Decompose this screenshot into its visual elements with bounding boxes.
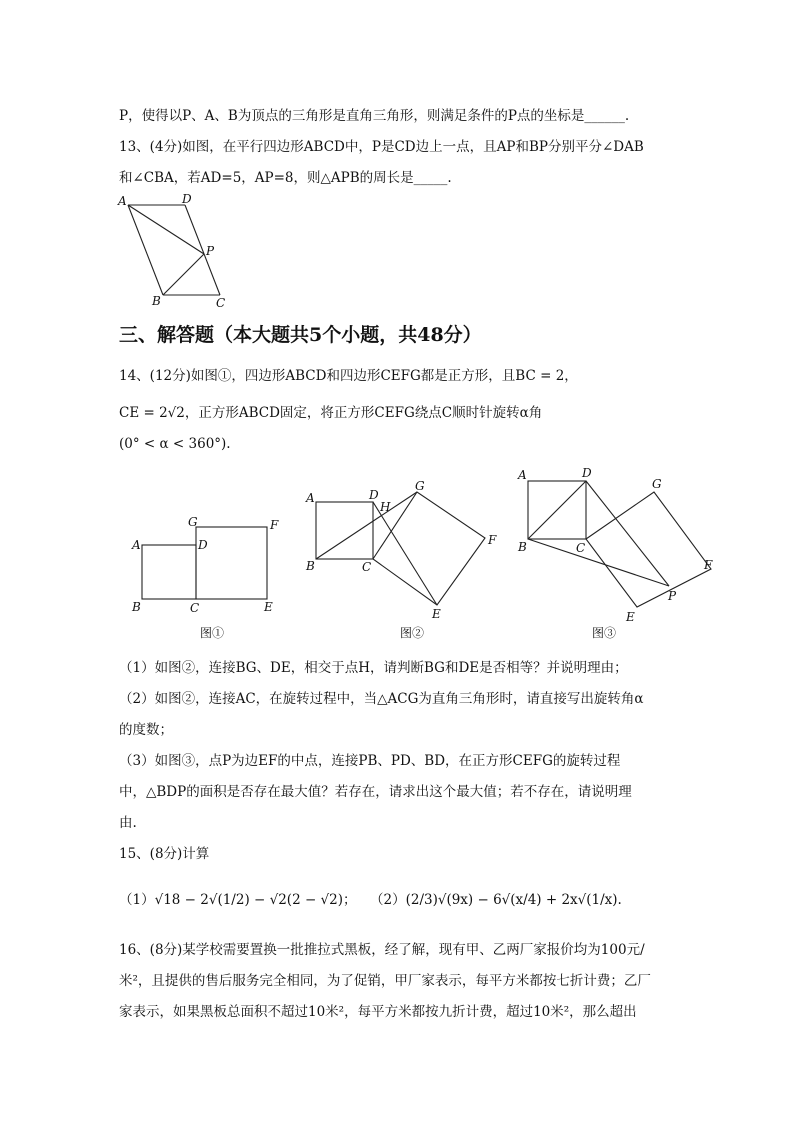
label-P: P: [206, 244, 215, 258]
question-16-line1: 16、(8分)某学校需要置换一批推拉式黑板，经了解，现有甲、乙两厂家报价均为100元/: [119, 942, 645, 958]
question-16-line2: 米²，且提供的售后服务完全相同，为了促销，甲厂家表示，每平方米都按七折计费；乙厂: [119, 973, 651, 989]
label-A: A: [132, 538, 141, 552]
question-14-part1: （1）如图②，连接BG、DE，相交于点H，请判断BG和DE是否相等？并说明理由；: [119, 660, 628, 676]
label-H: H: [380, 500, 391, 514]
figure-q13-parallelogram: [118, 192, 228, 310]
label-D: D: [582, 466, 592, 480]
label-G: G: [415, 479, 425, 493]
question-14-part2-line1: （2）如图②，连接AC，在旋转过程中，当△ACG为直角三角形时，请直接写出旋转角α: [119, 691, 644, 707]
label-E: E: [432, 607, 441, 621]
question-16-line3: 家表示，如果黑板总面积不超过10米²，每平方米都按九折计费，超过10米²，那么超出: [119, 1004, 637, 1020]
label-C: C: [216, 296, 226, 310]
label-G: G: [652, 477, 662, 491]
label-G: G: [188, 515, 198, 529]
label-D: D: [182, 192, 192, 206]
question-14-part3-line2: 中，△BDP的面积是否存在最大值？若存在，请求出这个最大值；若不存在，请说明理: [119, 784, 632, 800]
label-F: F: [488, 533, 497, 547]
label-D: D: [198, 538, 208, 552]
question-15-title: 15、(8分)计算: [119, 846, 210, 862]
caption-figure-1: 图①: [200, 626, 225, 640]
figure-1: [130, 515, 290, 645]
caption-figure-3: 图③: [592, 626, 617, 640]
label-P: P: [668, 589, 677, 603]
label-C: C: [576, 541, 586, 555]
question-13-line1: 13、(4分)如图，在平行四边形ABCD中，P是CD边上一点，且AP和BP分别平分∠DAB: [119, 139, 644, 155]
question-13-line2: 和∠CBA，若AD=5，AP=8，则△APB的周长是_____.: [119, 170, 452, 186]
question-14-part2-line2: 的度数；: [119, 722, 173, 738]
label-C: C: [362, 560, 372, 574]
label-E: E: [264, 600, 273, 614]
label-E: E: [626, 610, 635, 624]
label-C: C: [190, 601, 200, 615]
label-F: F: [704, 558, 713, 572]
question-14-line1: 14、(12分)如图①，四边形ABCD和四边形CEFG都是正方形，且BC = 2，: [119, 368, 578, 384]
label-A: A: [518, 468, 527, 482]
label-B: B: [132, 600, 141, 614]
label-F: F: [270, 518, 279, 532]
label-B: B: [152, 294, 161, 308]
label-B: B: [306, 559, 315, 573]
question-14-part3-line1: （3）如图③，点P为边EF的中点，连接PB、PD、BD，在正方形CEFG的旋转过程: [119, 753, 621, 769]
label-D: D: [369, 488, 379, 502]
question-14-part3-line3: 由.: [119, 815, 137, 831]
question-14-line2: CE = 2√2，正方形ABCD固定，将正方形CEFG绕点C顺时针旋转α角: [119, 405, 543, 421]
figure-2: [300, 480, 510, 645]
caption-figure-2: 图②: [400, 626, 425, 640]
label-B: B: [518, 540, 527, 554]
question-14-line3: (0° < α < 360°).: [119, 436, 231, 452]
question-15-part2: （2）(2/3)√(9x) − 6√(x/4) + 2x√(1/x).: [370, 892, 622, 908]
figure-3: [512, 465, 722, 645]
question-15-part1: （1）√18 − 2√(1/2) − √2(2 − √2)；: [119, 892, 357, 908]
label-A: A: [306, 491, 315, 505]
section-3-heading: 三、解答题（本大题共5个小题，共48分）: [119, 324, 482, 346]
question-12-tail: P，使得以P、A、B为顶点的三角形是直角三角形，则满足条件的P点的坐标是______.: [119, 108, 630, 124]
label-A: A: [118, 194, 127, 208]
